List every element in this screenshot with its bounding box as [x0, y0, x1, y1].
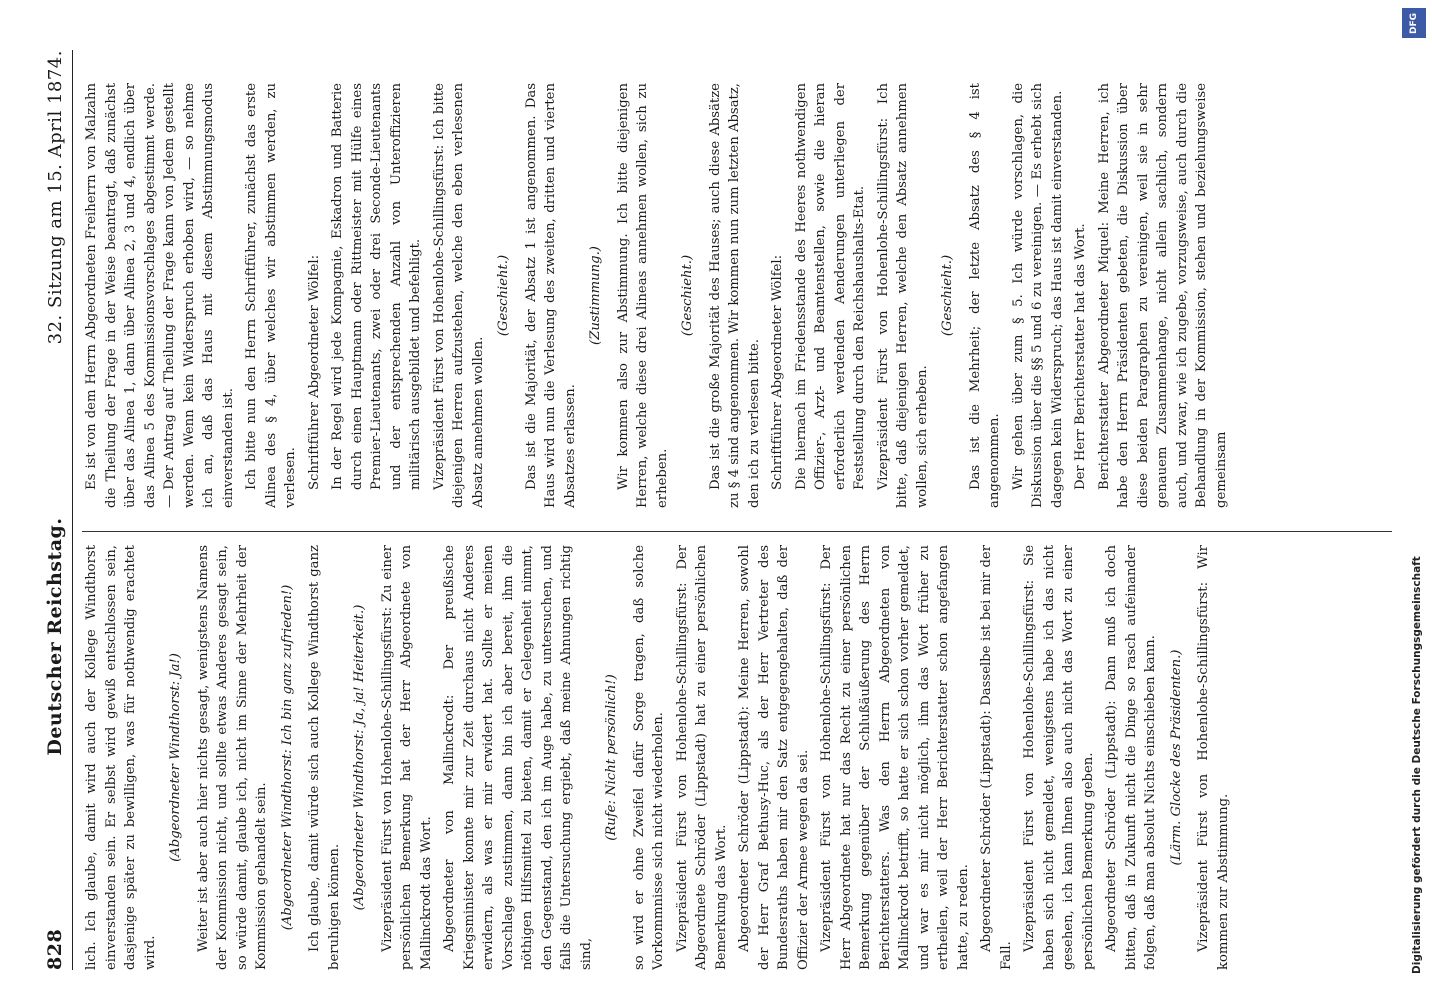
- stage-direction: (Geschieht.): [680, 254, 695, 337]
- stage-direction: (Lärm. Glocke des Präsidenten.): [1168, 649, 1184, 866]
- text-paragraph: Es ist von dem Herrn Abgeordneten Freiherrn von Malzahn die Theilung der Frage in der Weise beantragt, daß zunächst über das Alinea 1, dann über Alinea 2, 3 und 4, endlich über das Alinea 5 des Kommissionsvorschlages abgestimmt werde. — Der Antrag auf Theilung der Frage kann von Jedem gestellt werden. Wenn kein Widerspruch erhoben wird, — so nehme ich an, daß das Haus mit diesem Abstimmungsmodus einverstanden ist.: [84, 83, 236, 508]
- text-paragraph: Abgeordneter Schröder (Lippstadt): Dann muß ich doch bitten, daß in Zukunft nicht die Dinge so rasch aufeinander folgen, daß man absolut Nichts einschieben kann.: [1104, 545, 1158, 970]
- text-paragraph: Abgeordneter Schröder (Lippstadt): Meine Herren, sowohl der Herr Graf Bethusy-Huc, als der Herr Vertreter des Bundesraths haben mir den Satz entgegengehalten, daß der Offizier der Armee wegen da sei.: [737, 545, 811, 970]
- stage-direction: (Abgeordneter Windthorst: Ja, ja! Heiterkeit.): [352, 604, 367, 911]
- stage-direction: (Abgeordneter Windthorst: Ich bin ganz zufrieden!): [279, 584, 295, 931]
- text-paragraph: Das ist die Majorität, der Absatz 1 ist angenommen. Das Haus wird nun die Verlesung des zweiten, dritten und vierten Absatzes erlassen.: [523, 83, 578, 508]
- text-paragraph: Die hiernach im Friedensstande des Heeres nothwendigen Offizier-, Arzt- und Beamtenstellen, sowie die hieran erforderlich werdenden Aenderungen unterliegen der Feststellung durch den Reichshaushalts-Etat.: [793, 83, 867, 490]
- text-paragraph: Das ist die Mehrheit; der letzte Absatz des § 4 ist angenommen.: [967, 83, 1002, 508]
- text-paragraph: Das ist die große Majorität des Hauses; auch diese Absätze zu § 4 sind angenommen. Wir kommen nun zum letzten Absatz, den ich zu verlesen bitte.: [707, 83, 762, 508]
- text-paragraph: Vizepräsident Fürst von Hohenlohe-Schillingsfürst: Ich bitte, daß diejenigen Herren, welche den Absatz annehmen wollen, sich erheben.: [875, 83, 930, 508]
- session-info: 32. Sitzung am 15. April 1874.: [45, 50, 66, 345]
- stage-direction: (Geschieht.): [496, 254, 511, 337]
- text-paragraph: Schriftführer Abgeordneter Wölfel:: [306, 254, 322, 490]
- text-paragraph: Wir kommen also zur Abstimmung. Ich bitte diejenigen Herren, welche diese drei Alineas annehmen wollen, sich zu erheben.: [615, 83, 670, 508]
- text-paragraph: Ich glaube, damit würde sich auch Kollege Windthorst ganz beruhigen können.: [307, 545, 342, 970]
- text-paragraph: Abgeordneter von Mallinckrodt: Der preußische Kriegsminister konnte mir zur Zeit durchaus nicht Anderes erwidern, als was er mir erwidert hat. Sollte er meinen Vorschlage zustimmen, dann bin ich aber bereit, ihm die nöthigen Hilfsmittel zu bieten, damit er Gelegenheit nimmt, den Gegenstand, den ich im Auge habe, zu untersuchen, und falls die Untersuchung ergiebt, daß meine Ahnungen richtig sind,: [442, 545, 594, 970]
- text-paragraph: Schriftführer Abgeordneter Wölfel:: [770, 254, 785, 490]
- dfg-logo-badge: DFG: [1402, 8, 1426, 38]
- stage-direction: (Geschieht.): [940, 254, 955, 337]
- text-paragraph: Vizepräsident Fürst von Hohenlohe-Schillingsfürst: Wir kommen zur Abstimmung.: [1196, 545, 1231, 970]
- text-paragraph: Vizepräsident Fürst von Hohenlohe-Schillingsfürst: Der Abgeordnete Schröder (Lippstadt) hat zu einer persönlichen Bemerkung das Wort.: [674, 545, 729, 970]
- text-paragraph: Abgeordneter Schröder (Lippstadt): Dasselbe ist bei mir der Fall.: [979, 545, 1014, 970]
- page-number: 828: [44, 928, 66, 970]
- running-header: [18, 50, 73, 970]
- text-paragraph: Vizepräsident Fürst von Hohenlohe-Schillingsfürst: Der Herr Abgeordnete hat nur das Recht zu einer persönlichen Bemerkung gegenüber der Schlußäußerung des Herrn Berichterstatters. Was den Herrn Abgeordneten von Mallinckrodt betrifft, so hatte er sich schon vorher gemeldet, und war es mir nicht möglich, ihm das Wort früher zu ertheilen, weil der Herr Berichterstatter schon angefangen hatte, zu reden.: [819, 545, 971, 970]
- stage-direction: (Rufe: Nicht persönlich!): [604, 674, 619, 841]
- stage-direction: (Zustimmung.): [588, 246, 603, 345]
- left-text-column: [82, 545, 1402, 970]
- digitization-credit: Digitalisierung gefördert durch die Deutsche Forschungsgemeinschaft: [1411, 556, 1423, 974]
- right-text-column: [82, 83, 1402, 508]
- text-paragraph: In der Regel wird jede Kompagnie, Eskadron und Batterie durch einen Hauptmann oder Rittmeister mit Hülfe eines Premier-Lieutenants, zwei oder drei Seconde-Lieutenants und der entsprechenden Anzahl von Unteroffizieren militärisch ausgebildet und befehligt.: [330, 83, 423, 490]
- text-paragraph: Vizepräsident Fürst von Hohenlohe-Schillingsfürst: Ich bitte diejenigen Herren aufzustehen, welche den eben verlesenen Absatz annehmen wollen.: [431, 83, 486, 508]
- text-paragraph: Der Herr Berichterstatter hat das Wort.: [1073, 223, 1088, 490]
- text-paragraph: Vizepräsident Fürst von Hohenlohe-Schillingsfürst: Zu einer persönlichen Bemerkung hat der Herr Abgeordnete von Mallinckrodt das Wort.: [379, 545, 434, 970]
- column-divider: [82, 531, 1392, 532]
- text-paragraph: Weiter ist aber auch hier nichts gesagt, wenigstens Namens der Kommission nicht, und sollte etwas Anderes gesagt sein, so würde damit, glaube ich, nicht im Sinne der Mehrheit der Kommission gehandelt sein.: [195, 545, 269, 970]
- text-paragraph: Berichterstatter Abgeordneter Miquel: Meine Herren, ich habe den Herrn Präsidenten gebeten, die Diskussion über diese beiden Paragraphen zu vereinigen, weil sie in sehr genauem Zusammenhange, nicht allein sachlich, sondern auch, und zwar, wie ich zugebe, vorzugsweise, auch durch die Behandlung in der Kommission, stehen und beziehungsweise gemeinsam: [1096, 83, 1229, 508]
- text-paragraph: Wir gehen über zum § 5. Ich würde vorschlagen, die Diskussion über die §§ 5 und 6 zu vereinigen. — Es erhebt sich dagegen kein Widerspruch; das Haus ist damit einverstanden.: [1010, 83, 1065, 508]
- journal-title: Deutscher Reichstag.: [44, 517, 66, 756]
- text-paragraph: Ich bitte nun den Herrn Schriftführer, zunächst das erste Alinea des § 4, über welches wir abstimmen werden, zu verlesen.: [244, 83, 298, 508]
- stage-direction: (Abgeordneter Windthorst: Ja!): [168, 653, 183, 862]
- text-paragraph: lich. Ich glaube, damit wird auch der Kollege Windthorst einverstanden sein. Er selbst wird gewiß entschlossen sein, dasjenige später zu bewilligen, was für nothwendig erachtet wird.: [84, 545, 158, 970]
- text-paragraph: Vizepräsident Fürst von Hohenlohe-Schillingsfürst: Sie haben sich nicht gemeldet, wenigstens habe ich das nicht gesehen, ich kann Ihnen also auch nicht das Wort zu einer persönlichen Bemerkung geben.: [1022, 545, 1096, 970]
- text-paragraph: so wird er ohne Zweifel dafür Sorge tragen, daß solche Vorkommnisse sich nicht wiederholen.: [631, 545, 666, 970]
